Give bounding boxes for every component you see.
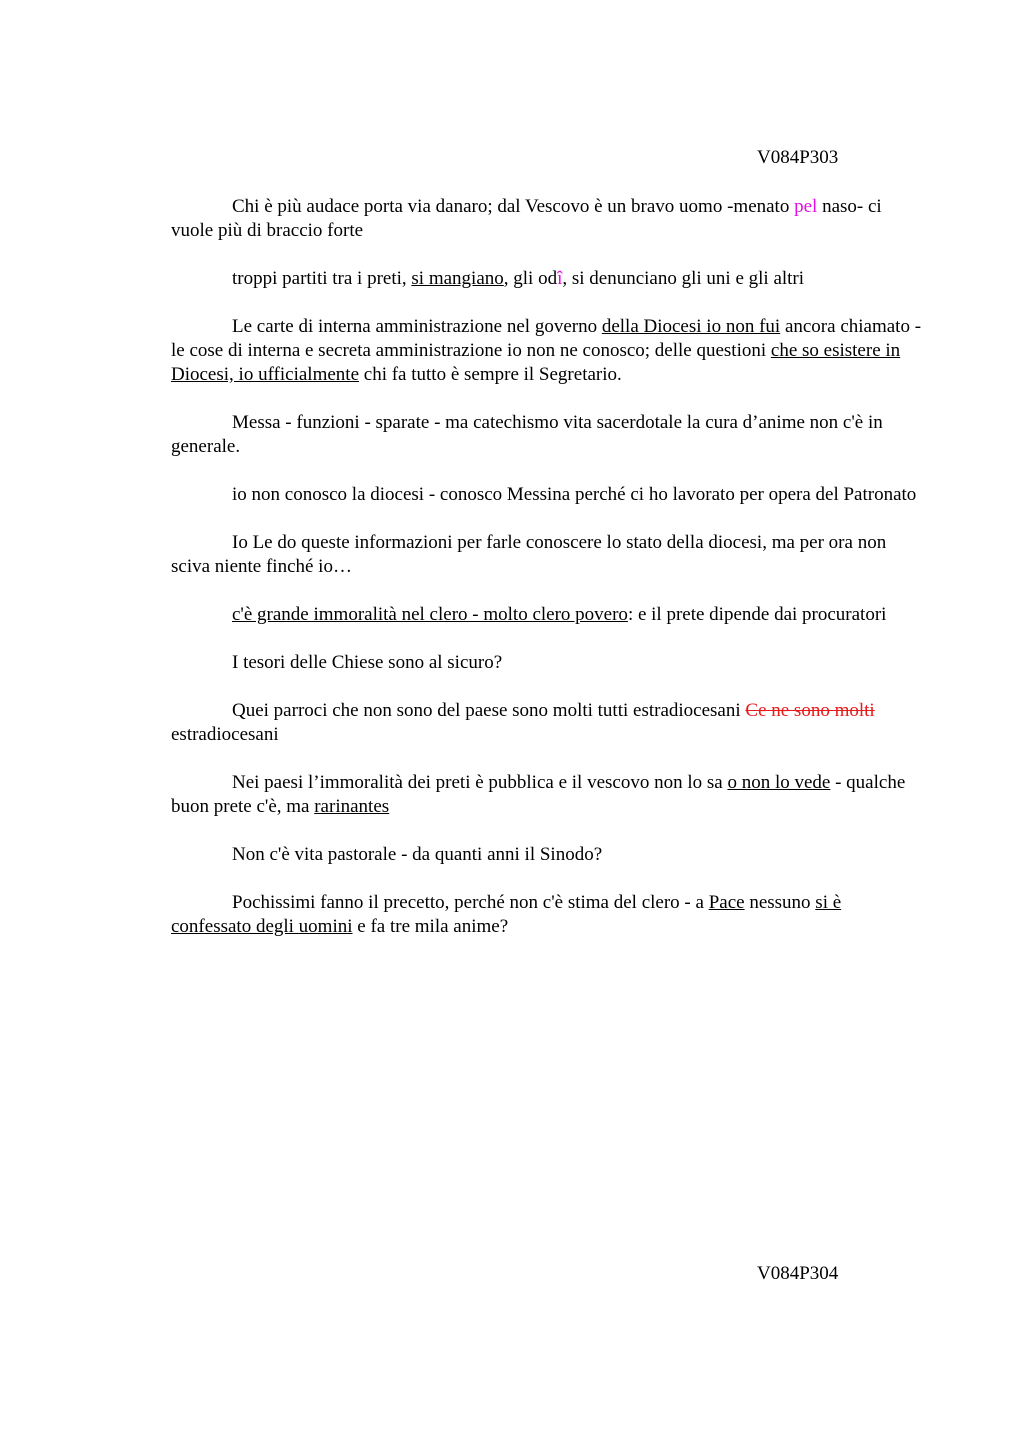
page-code-bottom: V084P304: [757, 1263, 839, 1284]
text-run: Non c'è vita pastorale - da quanti anni il Sinodo?: [232, 844, 603, 865]
text-run: : e il prete dipende dai procuratori: [627, 604, 887, 625]
paragraph-9: [171, 699, 926, 747]
underlined-text: della Diocesi io non fui: [601, 316, 781, 337]
text-run: estradiocesani: [171, 724, 279, 745]
paragraph-6: [171, 531, 926, 579]
highlighted-letter: î: [557, 268, 563, 289]
deleted-text: Ce ne sono molti: [745, 700, 875, 721]
text-run: I tesori delle Chiese sono al sicuro?: [232, 652, 503, 673]
paragraph-11: [171, 843, 926, 867]
text-run: - qualche buon prete c'è, ma: [171, 772, 906, 817]
paragraph-10: [171, 771, 926, 819]
underlined-text: o non lo vede: [727, 772, 831, 793]
text-run: , si denunciano gli uni e gli altri: [562, 268, 805, 289]
paragraph-1: [171, 195, 926, 243]
highlighted-word: pel: [794, 196, 818, 217]
text-run: , gli od: [503, 268, 558, 289]
text-run: Chi è più audace porta via danaro; dal Vescovo è un bravo uomo -menato: [232, 196, 795, 217]
paragraph-8: [171, 651, 926, 675]
underlined-text: Pace: [708, 892, 745, 913]
paragraph-3: [171, 315, 926, 387]
paragraph-7: [171, 603, 926, 627]
document-body: [171, 195, 926, 963]
page-code-top: V084P303: [757, 147, 839, 168]
text-run: Io Le do queste informazioni per farle conoscere lo stato della diocesi, ma per ora non sciva niente finché io…: [171, 532, 887, 577]
text-run: ancora chiamato - le cose di interna e secreta amministrazione io non ne conosco; delle questioni: [171, 316, 922, 361]
underlined-text: si mangiano: [411, 268, 504, 289]
text-run: Le carte di interna amministrazione nel governo: [232, 316, 602, 337]
text-run: naso- ci vuole più di braccio forte: [171, 196, 882, 241]
text-run: e fa tre mila anime?: [352, 916, 509, 937]
underlined-text: si è confessato degli uomini: [171, 892, 842, 937]
underlined-text: che so esistere in Diocesi, io ufficialmente: [171, 340, 901, 385]
paragraph-5: [171, 483, 926, 507]
text-run: io non conosco la diocesi - conosco Messina perché ci ho lavorato per opera del Patronato: [232, 484, 917, 505]
underlined-text: rarinantes: [314, 796, 390, 817]
text-run: nessuno: [744, 892, 816, 913]
text-run: troppi partiti tra i preti,: [232, 268, 412, 289]
text-run: Nei paesi l’immoralità dei preti è pubblica e il vescovo non lo sa: [232, 772, 728, 793]
paragraph-4: [171, 411, 926, 459]
paragraph-2: [171, 267, 926, 291]
text-run: Messa - funzioni - sparate - ma catechismo vita sacerdotale la cura d’anime non c'è in generale.: [171, 412, 883, 457]
text-run: Pochissimi fanno il precetto, perché non c'è stima del clero - a: [232, 892, 709, 913]
text-run: chi fa tutto è sempre il Segretario.: [359, 364, 622, 385]
paragraph-12: [171, 891, 926, 939]
text-run: Quei parroci che non sono del paese sono molti tutti estradiocesani: [232, 700, 746, 721]
underlined-text: c'è grande immoralità nel clero - molto clero povero: [232, 604, 628, 625]
